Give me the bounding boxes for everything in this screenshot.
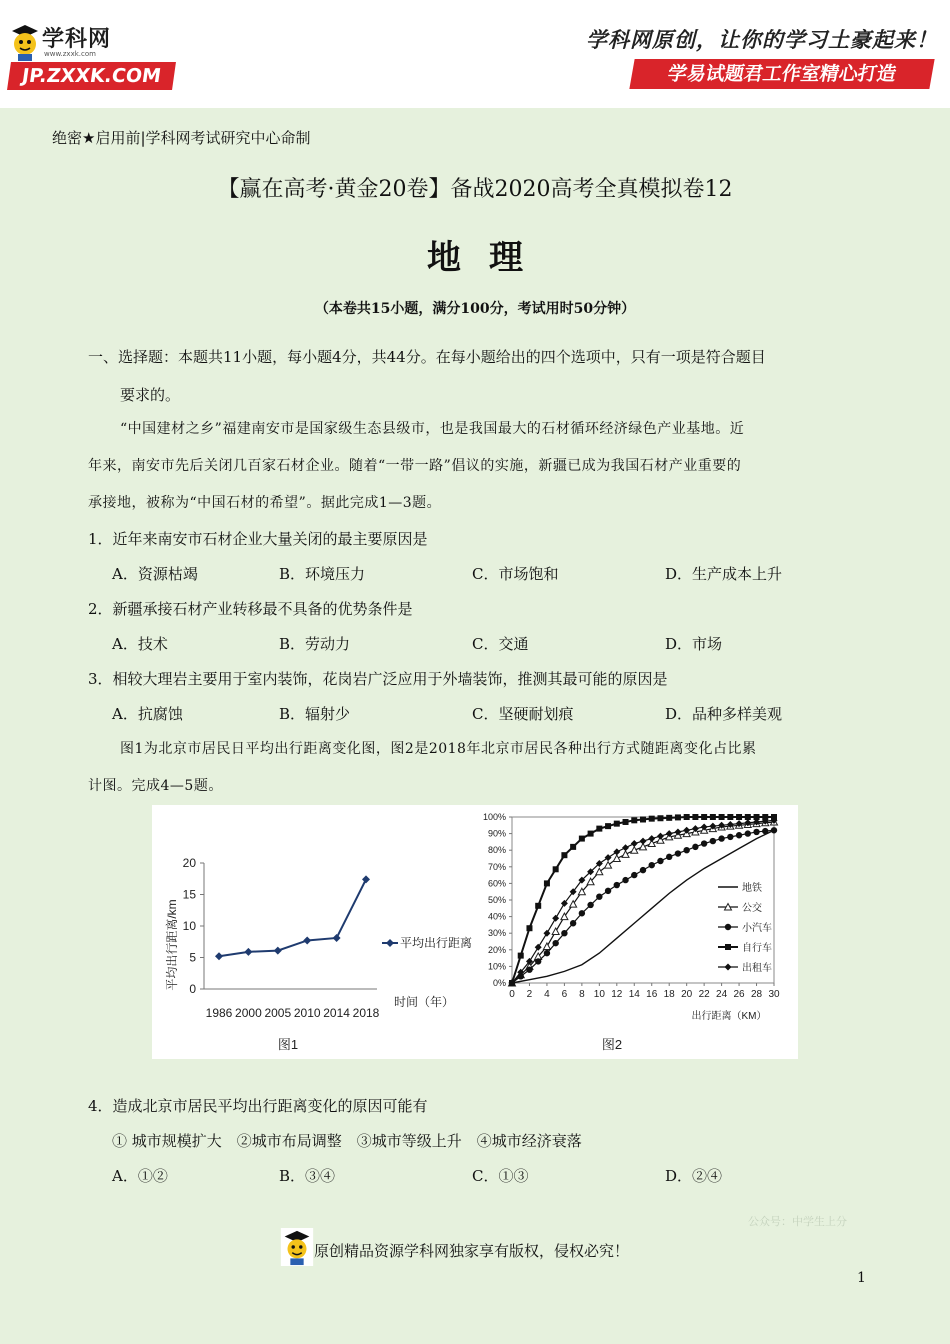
- f2-data-point: [570, 920, 576, 926]
- f2-data-point: [649, 862, 655, 868]
- f2-data-point: [736, 814, 742, 820]
- f2-data-point: [710, 838, 716, 844]
- f2-data-point: [771, 827, 777, 833]
- question-2-stem: 2．新疆承接石材产业转移最不具备的优势条件是: [88, 600, 413, 618]
- f2-legend-label: 小汽车: [742, 923, 772, 934]
- subject-title: 地理: [427, 238, 551, 278]
- q1-option-a[interactable]: A．资源枯竭: [112, 565, 198, 583]
- f1-y-tick-label: 15: [182, 887, 196, 902]
- q2-option-b[interactable]: B．劳动力: [279, 635, 351, 653]
- f2-data-point: [622, 844, 629, 851]
- f2-y-tick-label: 0%: [492, 978, 506, 988]
- f2-x-axis-label: 出行距离（KM）: [691, 1011, 767, 1022]
- f1-data-point: [333, 934, 341, 942]
- mascot-logo-icon: [8, 22, 42, 62]
- f2-data-point: [640, 816, 646, 822]
- f1-x-tick-label: 2010: [293, 1006, 321, 1020]
- f2-data-point: [543, 943, 550, 950]
- f1-x-tick-label: 2014: [323, 1006, 350, 1020]
- f2-data-point: [666, 815, 672, 821]
- f1-x-tick-label: 2018: [352, 1006, 380, 1020]
- logo-url-banner[interactable]: JP.ZXXK.COM: [7, 62, 176, 90]
- f2-data-point: [561, 930, 567, 936]
- f2-data-point: [727, 814, 733, 820]
- f2-data-point: [544, 950, 550, 956]
- f2-legend-label: 地铁: [742, 883, 762, 894]
- f2-data-point: [745, 814, 751, 820]
- f2-legend-label: 出租车: [742, 963, 772, 974]
- question-4-items: ① 城市规模扩大 ②城市布局调整 ③城市等级上升 ④城市经济衰落: [112, 1132, 582, 1150]
- footer-mascot-icon: [280, 1228, 314, 1266]
- confidential-note: 绝密★启用前|学科网考试研究中心命制: [52, 129, 311, 147]
- f2-data-point: [675, 814, 681, 820]
- f2-data-point: [614, 821, 620, 827]
- f2-data-point: [762, 828, 768, 834]
- f2-legend-marker: [725, 944, 731, 950]
- f2-data-point: [657, 858, 663, 864]
- f2-data-point: [552, 940, 558, 946]
- f2-data-point: [710, 814, 716, 820]
- q1-option-d[interactable]: D．生产成本上升: [665, 565, 783, 583]
- f2-x-tick-label: 30: [768, 989, 780, 1000]
- f2-data-point: [623, 819, 629, 825]
- f2-x-tick-label: 10: [593, 989, 605, 1000]
- f2-y-tick-label: 10%: [487, 961, 506, 972]
- f1-data-point: [244, 948, 252, 956]
- f2-series-group: [509, 817, 778, 987]
- f1-x-tick-label: 2005: [264, 1006, 292, 1020]
- f2-x-tick-label: 24: [716, 989, 728, 1000]
- f2-x-tick-label: 20: [681, 989, 693, 1000]
- question-3-stem: 3．相较大理岩主要用于室内装饰，花岗岩广泛应用于外墙装饰，推测其最可能的原因是: [88, 670, 668, 688]
- f2-x-tick-label: 4: [544, 989, 550, 1000]
- figure-2-chart: [483, 812, 780, 1052]
- f2-x-tick-label: 22: [698, 989, 710, 1000]
- f1-x-axis-label: 时间（年）: [394, 995, 455, 1009]
- f1-x-tick-label: 2000: [235, 1006, 262, 1020]
- logo-subtext: www.zxxk.com: [44, 50, 96, 58]
- f2-data-point: [535, 944, 542, 951]
- copyright-notice: 原创精品资源学科网独家享有版权，侵权必究！: [314, 1242, 630, 1260]
- f2-data-point: [657, 833, 664, 840]
- f1-caption: 图1: [277, 1037, 299, 1052]
- f1-y-tick-label: 10: [182, 919, 196, 933]
- f2-data-point: [719, 814, 725, 820]
- f2-data-point: [561, 852, 567, 858]
- f2-data-point: [587, 902, 593, 908]
- f2-y-tick-label: 50%: [487, 895, 506, 905]
- q2-option-d[interactable]: D．市场: [665, 635, 723, 653]
- f2-data-point: [692, 844, 698, 850]
- exam-note: （本卷共15小题，满分100分，考试用时50分钟）: [314, 301, 636, 317]
- f2-data-point: [518, 953, 524, 959]
- f2-data-point: [543, 930, 550, 937]
- q3-option-a[interactable]: A．抗腐蚀: [112, 705, 183, 723]
- f1-series-line: [219, 879, 366, 956]
- passage-line: “中国建材之乡”福建南安市是国家级生态县级市，也是我国最大的石材循环经济绿色产业基地。近: [120, 421, 745, 437]
- f2-data-point: [657, 815, 663, 821]
- exam-title: 【赢在高考·黄金20卷】备战2020高考全真模拟卷12: [217, 177, 733, 202]
- q3-option-b[interactable]: B．辐射少: [279, 705, 351, 723]
- q4-option-a[interactable]: A．①②: [112, 1167, 168, 1185]
- f1-data-point: [215, 952, 223, 960]
- passage-line: 图1为北京市居民日平均出行距离变化图，图2是2018年北京市居民各种出行方式随距离变化占比累: [120, 741, 757, 757]
- f2-data-point: [526, 925, 532, 931]
- f1-data-point: [303, 936, 311, 944]
- f1-data-point: [274, 947, 282, 955]
- f2-x-tick-label: 16: [646, 989, 658, 1000]
- figure-panel: [152, 805, 798, 1059]
- f2-data-point: [605, 823, 611, 829]
- f1-y-tick-label: 20: [182, 856, 196, 870]
- f2-data-point: [701, 814, 707, 820]
- f2-data-point: [718, 835, 724, 841]
- header-slogan: 学科网原创，让你的学习土豪起来！: [586, 27, 938, 52]
- q3-option-c[interactable]: C．坚硬耐划痕: [472, 705, 574, 723]
- f2-data-point: [588, 831, 594, 837]
- f2-legend-label: 自行车: [742, 943, 772, 954]
- f2-x-tick-label: 2: [526, 989, 533, 1000]
- q1-option-c[interactable]: C．市场饱和: [472, 565, 559, 583]
- q2-option-c[interactable]: C．交通: [472, 635, 529, 653]
- question-4-stem: 4．造成北京市居民平均出行距离变化的原因可能有: [88, 1097, 428, 1115]
- f1-data-point: [362, 875, 370, 883]
- passage-line: 计图。完成4—5题。: [88, 778, 223, 794]
- logo-text: 学科网: [42, 27, 112, 52]
- f2-data-point: [631, 840, 638, 847]
- f2-data-point: [736, 832, 742, 838]
- f2-data-point: [605, 854, 612, 861]
- f2-data-point: [640, 867, 646, 873]
- f2-data-point: [622, 851, 629, 858]
- f2-x-tick-label: 12: [611, 989, 623, 1000]
- passage-line: 承接地，被称为“中国石材的希望”。据此完成1—3题。: [88, 495, 442, 511]
- section-heading: 一、选择题：本题共11小题，每小题4分，共44分。在每小题给出的四个选项中，只有一项是符合题目: [88, 348, 766, 366]
- f2-data-point: [526, 967, 532, 973]
- studio-banner: 学易试题君工作室精心打造: [629, 59, 934, 89]
- f2-x-tick-label: 8: [579, 989, 585, 1000]
- f2-data-point: [535, 958, 541, 964]
- f2-data-point: [535, 903, 541, 909]
- f2-data-point: [684, 814, 690, 820]
- q4-option-b[interactable]: B．③④: [279, 1167, 336, 1185]
- f1-legend-marker: [386, 939, 394, 947]
- page-header: [0, 0, 950, 108]
- f1-legend-label: 平均出行距离: [400, 936, 473, 950]
- f2-data-point: [613, 848, 620, 855]
- f2-legend-marker: [725, 964, 732, 971]
- f2-data-point: [596, 826, 602, 832]
- f1-x-tick-label: 1986: [205, 1006, 233, 1020]
- f2-data-point: [622, 877, 628, 883]
- watermark: 公众号：中学生上分: [748, 1215, 847, 1228]
- figure-svg: [152, 805, 798, 1059]
- f2-y-tick-label: 70%: [487, 861, 506, 872]
- f2-y-tick-label: 80%: [487, 845, 506, 856]
- f2-data-point: [683, 847, 689, 853]
- f2-x-tick-label: 6: [561, 989, 568, 1000]
- f2-caption: 图2: [601, 1037, 623, 1052]
- f2-data-point: [579, 910, 585, 916]
- f2-x-tick-label: 28: [750, 989, 763, 1000]
- f2-y-tick-label: 30%: [487, 928, 506, 939]
- figure-1-chart: [164, 856, 472, 1052]
- f2-data-point: [544, 880, 550, 886]
- f2-data-point: [605, 888, 611, 894]
- f2-data-point: [631, 817, 637, 823]
- f2-data-point: [613, 855, 620, 862]
- q4-option-c[interactable]: C．①③: [472, 1167, 529, 1185]
- f2-x-tick-label: 18: [663, 989, 675, 1000]
- passage-line: 年来，南安市先后关闭几百家石材企业。随着“一带一路”倡议的实施，新疆已成为我国石材产业重要的: [88, 458, 742, 474]
- f2-data-point: [552, 928, 559, 935]
- f2-y-tick-label: 60%: [487, 878, 506, 889]
- section-heading-cont: 要求的。: [120, 386, 181, 404]
- f2-data-point: [648, 835, 655, 842]
- f2-data-point: [666, 854, 672, 860]
- f2-data-point: [631, 847, 638, 854]
- f2-data-point: [553, 866, 559, 872]
- f2-y-tick-label: 40%: [487, 911, 506, 922]
- f2-data-point: [640, 838, 647, 845]
- f2-data-point: [570, 844, 576, 850]
- f2-data-point: [753, 829, 759, 835]
- q1-option-b[interactable]: B．环境压力: [279, 565, 366, 583]
- f2-data-point: [692, 814, 698, 820]
- f2-x-tick-label: 0: [509, 989, 515, 1000]
- f2-data-point: [552, 915, 559, 922]
- f1-y-axis-label: 平均出行距离/km: [165, 899, 179, 991]
- f2-x-tick-label: 26: [733, 989, 745, 1000]
- f2-data-point: [614, 882, 620, 888]
- f1-y-tick-label: 5: [189, 950, 196, 965]
- f2-data-point: [649, 816, 655, 822]
- page-number: 1: [857, 1270, 866, 1286]
- f2-legend-marker: [725, 924, 731, 930]
- f2-data-point: [745, 830, 751, 836]
- f1-y-tick-label: 0: [189, 982, 196, 996]
- q3-option-d[interactable]: D．品种多样美观: [665, 705, 783, 723]
- q4-option-d[interactable]: D．②④: [665, 1167, 723, 1185]
- f2-legend-label: 公交: [742, 903, 762, 914]
- f2-data-point: [701, 840, 707, 846]
- f2-data-point: [727, 834, 733, 840]
- f2-data-point: [596, 893, 602, 899]
- f2-y-tick-label: 90%: [487, 828, 506, 839]
- f2-y-tick-label: 20%: [487, 944, 506, 955]
- f2-data-point: [675, 850, 681, 856]
- f2-data-point: [631, 872, 637, 878]
- f2-y-tick-label: 100%: [482, 812, 506, 822]
- f2-x-tick-label: 14: [628, 989, 640, 1000]
- q2-option-a[interactable]: A．技术: [112, 635, 168, 653]
- question-1-stem: 1．近年来南安市石材企业大量关闭的最主要原因是: [88, 530, 428, 548]
- f2-data-point: [579, 836, 585, 842]
